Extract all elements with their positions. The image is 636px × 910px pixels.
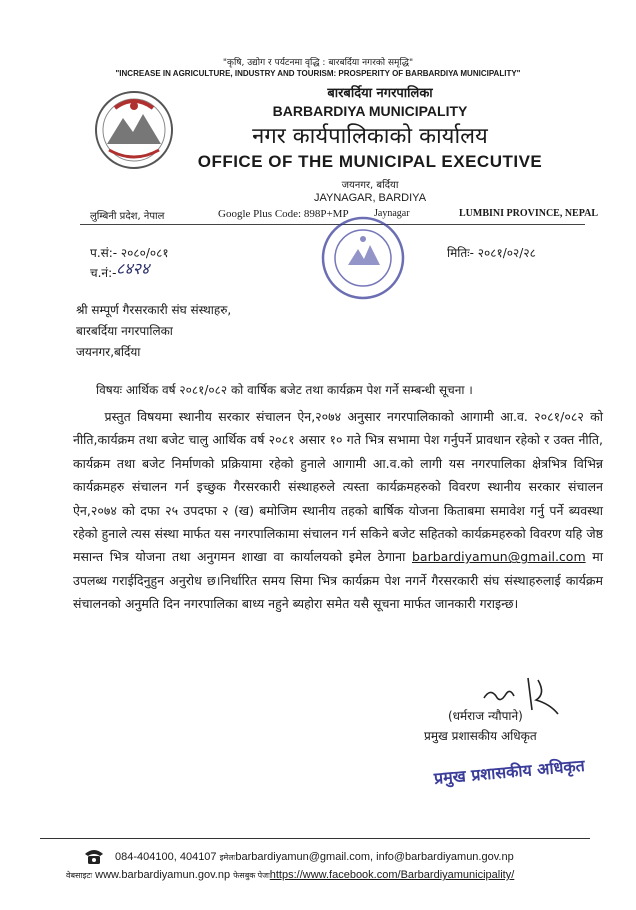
footer-website-label: वेबसाइटः: [66, 871, 93, 880]
footer-facebook-label: फेसबुक पेजः: [233, 871, 270, 880]
office-seal-icon: [318, 213, 408, 303]
footer-website[interactable]: www.barbardiyamun.gov.np: [95, 869, 231, 881]
google-plus-place: Jaynagar: [374, 208, 410, 219]
body-email-link[interactable]: barbardiyamun@gmail.com: [412, 549, 586, 565]
footer-emails[interactable]: barbardiyamun@gmail.com, info@barbardiyamun.gov.np: [235, 851, 514, 863]
reference-ps-number: प.सं:- २०८०/०८१: [90, 246, 169, 260]
reference-cn-label: च.नं:-: [90, 266, 117, 280]
signatory-stamp: प्रमुख प्रशासकीय अधिकृत: [433, 755, 586, 788]
province-english: LUMBINI PROVINCE, NEPAL: [459, 208, 598, 219]
body-part-1: प्रस्तुत विषयमा स्थानीय सरकार संचालन ऐन,२०७४ अनुसार नगरपालिकाको आगामी आ.व. २०८१/०८२ को नीति,कार्यक्रम तथा बजेट चालु आर्थिक वर्ष २०८१ असार १० गते भित्र सभामा पेश गर्नुपर्ने प्रावधान रहेको र उक्त नीति, कार्यक्रम तथा बजेट निर्माणको प्रक्रियामा रहेको हुनाले आगामी आ.व.को लागी यस नगरपालिका क्षेत्रभित्र विभिन्न कार्यक्रमहरु संचालन गर्न इच्छुक गैरसरकारी संस्थाहरुले त्यस्ता कार्यक्रमहरुको विवरण स्थानीय सरकार संचालन ऐन,२०७४ को दफा २५ उपदफा २ (ख) बमोजिम स्थानीय तहको बार्षिक योजना किताबमा समावेश गर्नु पर्ने ब्यवस्था रहेको हुनाले त्यस संस्था मार्फत यस नगरपालिकामा संचालन गर्न सकिने बजेट सहितको कार्यक्रमहरुको विवरण यहि जेष्ठ मसान्त भित्र योजना तथा अनुगमन शाखा वा कार्यालयको इमेल ठेगाना: [73, 409, 603, 565]
letter-subject: विषयः आर्थिक वर्ष २०८१/०८२ को वार्षिक बजेट तथा कार्यक्रम पेश गर्ने सम्बन्धी सूचना ।: [96, 383, 473, 397]
letter-date: मितिः- २०८१/०२/२८: [447, 246, 536, 260]
slogan-english: "INCREASE IN AGRICULTURE, INDUSTRY AND TOURISM: PROSPERITY OF BARBARDIYA MUNICIPALITY": [115, 69, 521, 78]
municipality-name-english: BARBARDIYA MUNICIPALITY: [272, 103, 468, 119]
office-name-english: OFFICE OF THE MUNICIPAL EXECUTIVE: [197, 152, 543, 171]
footer-email-label: इमेलः: [219, 853, 236, 862]
signatory-title: प्रमुख प्रशासकीय अधिकृत: [424, 729, 537, 743]
footer-facebook-link[interactable]: https://www.facebook.com/Barbardiyamunicipality/: [269, 869, 515, 881]
footer-contact-line: [115, 851, 514, 863]
footer-phone[interactable]: 084-404100, 404107: [115, 851, 217, 863]
google-plus-code: Google Plus Code: 898P+MP: [218, 208, 349, 220]
phone-icon: [83, 847, 105, 865]
reference-cn-handwritten: ८४२४: [116, 259, 150, 278]
body-part-2: मा उपलब्ध गराईदिनुहुन अनुरोध छ।निर्धारित समय सिमा भित्र कार्यक्रम पेश नगर्ने गैरसरकारी संघ संस्थाहरुलाई कार्यक्रम संचालनको अनुमति दिन नगरपालिका बाध्य नहुने ब्यहोरा समेत यसै सूचना मार्फत जानकारी गराइन्छ।: [73, 549, 603, 612]
address-nepali: जयनगर, बर्दिया: [341, 180, 399, 191]
recipient-line-2: बारबर्दिया नगरपालिका: [76, 324, 173, 338]
recipient-line-3: जयनगर,बर्दिया: [76, 345, 141, 359]
footer-divider: [40, 838, 590, 839]
province-nepali: लुम्बिनी प्रदेश, नेपाल: [90, 211, 165, 222]
municipality-name-nepali: बारबर्दिया नगरपालिका: [327, 86, 433, 101]
office-name-nepali: नगर कार्यपालिकाको कार्यालय: [252, 124, 488, 149]
address-english: JAYNAGAR, BARDIYA: [313, 192, 427, 204]
recipient-line-1: श्री सम्पूर्ण गैरसरकारी संघ संस्थाहरु,: [76, 303, 232, 317]
signatory-name: (धर्मराज न्यौपाने): [448, 709, 523, 723]
footer-web-line: [66, 869, 514, 881]
letter-body: [73, 405, 603, 616]
slogan-nepali: "कृषि, उद्योग र पर्यटनमा वृद्धि : बारबर्दिया नगरको समृद्धि": [222, 58, 414, 68]
